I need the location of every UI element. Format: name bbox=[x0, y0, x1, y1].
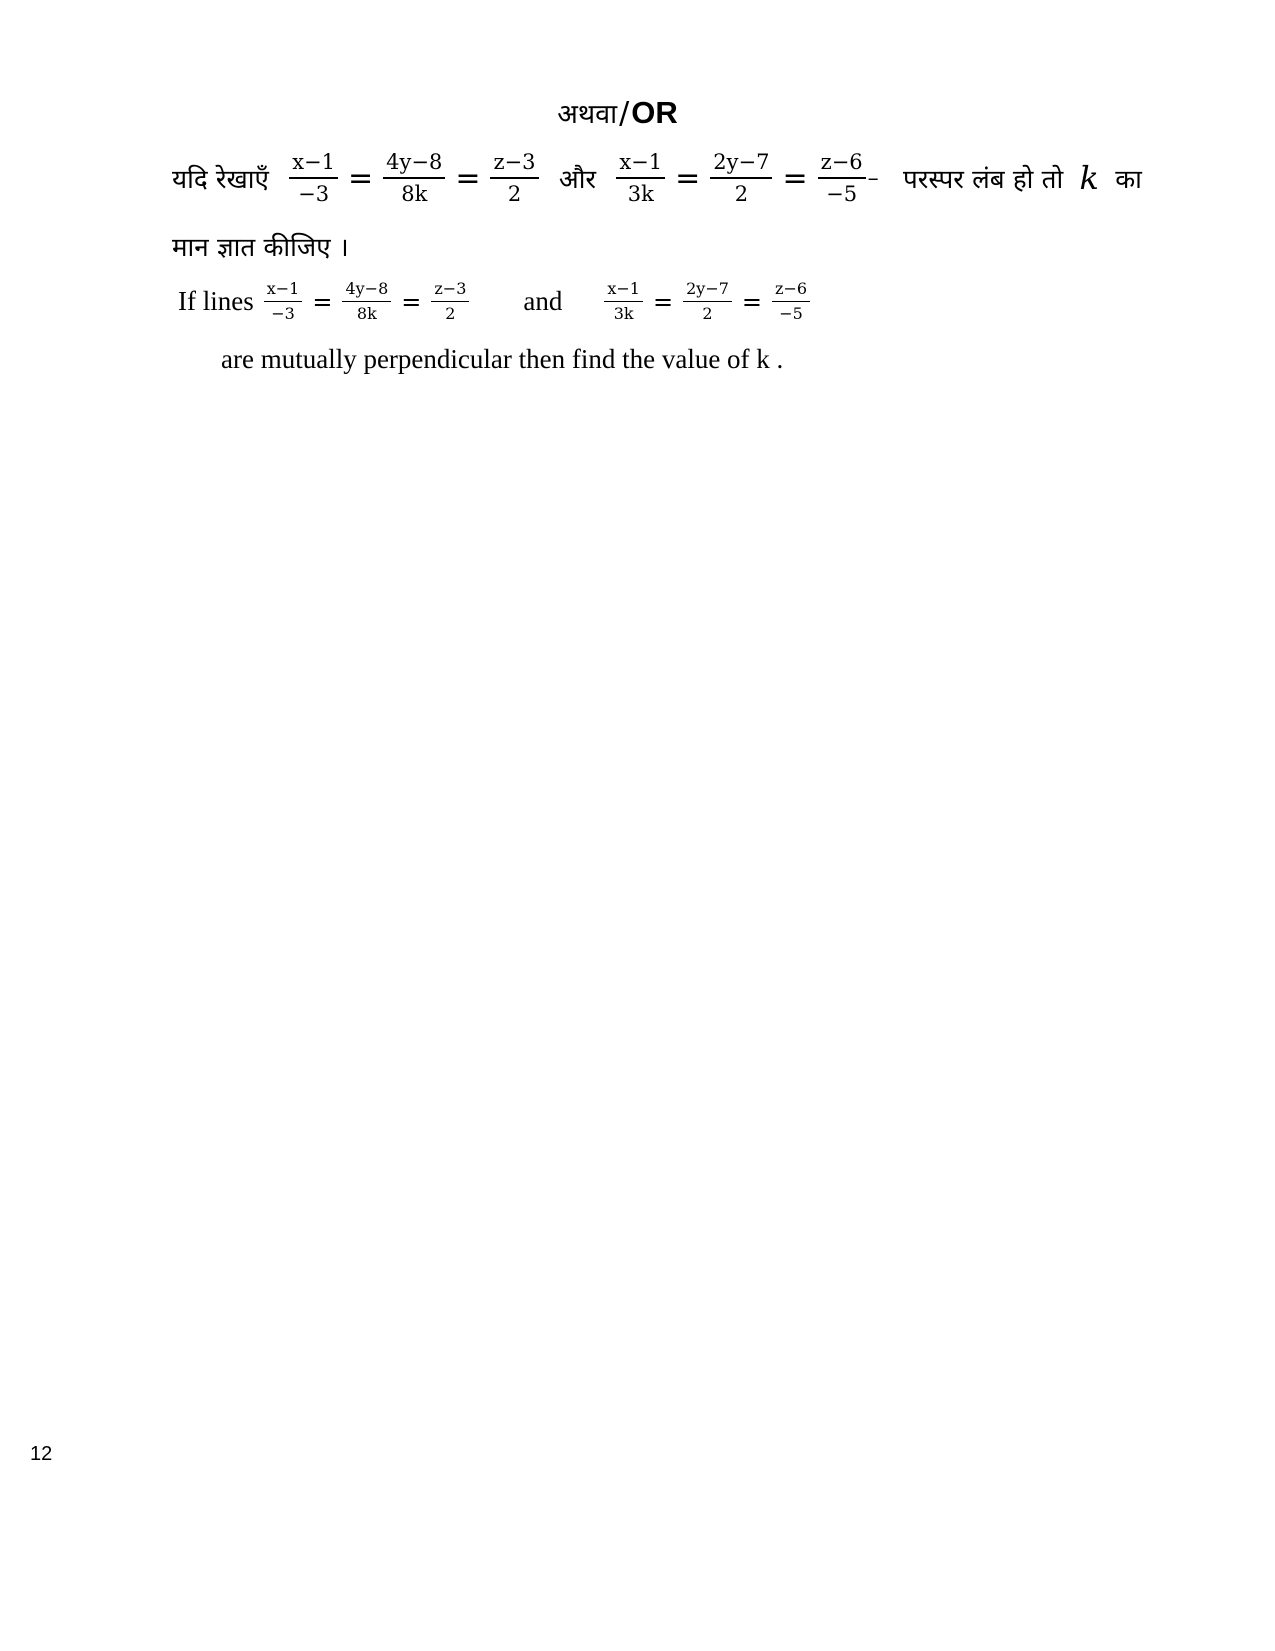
hindi-equation-2 bbox=[612, 150, 886, 206]
denominator: −3 bbox=[271, 304, 295, 324]
numerator: z−3 bbox=[490, 150, 538, 179]
numerator: 4y−8 bbox=[342, 280, 391, 302]
hindi-conjunction: और bbox=[558, 165, 597, 196]
fraction bbox=[342, 280, 391, 324]
equals-sign: = bbox=[741, 287, 763, 316]
fraction bbox=[604, 280, 643, 324]
fraction bbox=[383, 150, 445, 206]
page-number: 12 bbox=[30, 1443, 53, 1465]
equals-sign: = bbox=[455, 160, 481, 196]
fraction bbox=[431, 280, 469, 324]
hindi-question-line-1 bbox=[172, 150, 1142, 206]
numerator: z−6 bbox=[772, 280, 810, 302]
dash-mark: – bbox=[867, 165, 879, 191]
fraction bbox=[710, 150, 772, 206]
numerator: 2y−7 bbox=[683, 280, 732, 302]
denominator: 2 bbox=[507, 182, 522, 207]
numerator: z−6 bbox=[818, 150, 866, 179]
denominator: 2 bbox=[702, 304, 713, 324]
denominator: −5 bbox=[826, 182, 858, 207]
numerator: x−1 bbox=[264, 280, 303, 302]
hindi-middle-text: परस्पर लंब हो तो bbox=[902, 165, 1064, 196]
denominator: 8k bbox=[356, 304, 377, 324]
denominator: 8k bbox=[401, 182, 428, 207]
or-slash: / bbox=[619, 96, 630, 131]
equals-sign: = bbox=[348, 160, 374, 196]
denominator: −5 bbox=[779, 304, 803, 324]
fraction bbox=[818, 150, 866, 206]
denominator: 3k bbox=[613, 304, 634, 324]
english-conjunction: and bbox=[523, 286, 563, 317]
denominator: 3k bbox=[627, 182, 654, 207]
hindi-suffix: का bbox=[1115, 165, 1142, 196]
english-question-line-1 bbox=[178, 280, 814, 324]
english-prefix: If lines bbox=[178, 286, 254, 317]
equals-sign: = bbox=[782, 160, 808, 196]
numerator: 2y−7 bbox=[710, 150, 772, 179]
fraction bbox=[772, 280, 810, 324]
or-hindi: अथवा bbox=[557, 99, 618, 130]
fraction bbox=[289, 150, 338, 206]
fraction bbox=[490, 150, 538, 206]
hindi-equation-1 bbox=[285, 150, 542, 206]
denominator: 2 bbox=[445, 304, 456, 324]
fraction bbox=[616, 150, 665, 206]
hindi-prefix: यदि रेखाएँ bbox=[172, 165, 269, 196]
equals-sign: = bbox=[675, 160, 701, 196]
fraction bbox=[264, 280, 303, 324]
equals-sign: = bbox=[401, 287, 422, 316]
numerator: z−3 bbox=[431, 280, 469, 302]
variable-k: k bbox=[1079, 159, 1099, 198]
english-question-line-2: are mutually perpendicular then find the value of k . bbox=[221, 344, 784, 374]
or-heading bbox=[0, 94, 1275, 131]
numerator: x−1 bbox=[604, 280, 643, 302]
numerator: x−1 bbox=[289, 150, 338, 179]
fraction bbox=[683, 280, 732, 324]
or-english: OR bbox=[631, 95, 678, 130]
numerator: x−1 bbox=[616, 150, 665, 179]
hindi-question-line-2: मान ज्ञात कीजिए । bbox=[172, 233, 349, 263]
equals-sign: = bbox=[652, 287, 674, 316]
numerator: 4y−8 bbox=[383, 150, 445, 179]
denominator: 2 bbox=[734, 182, 749, 207]
equals-sign: = bbox=[312, 287, 333, 316]
denominator: −3 bbox=[298, 182, 330, 207]
